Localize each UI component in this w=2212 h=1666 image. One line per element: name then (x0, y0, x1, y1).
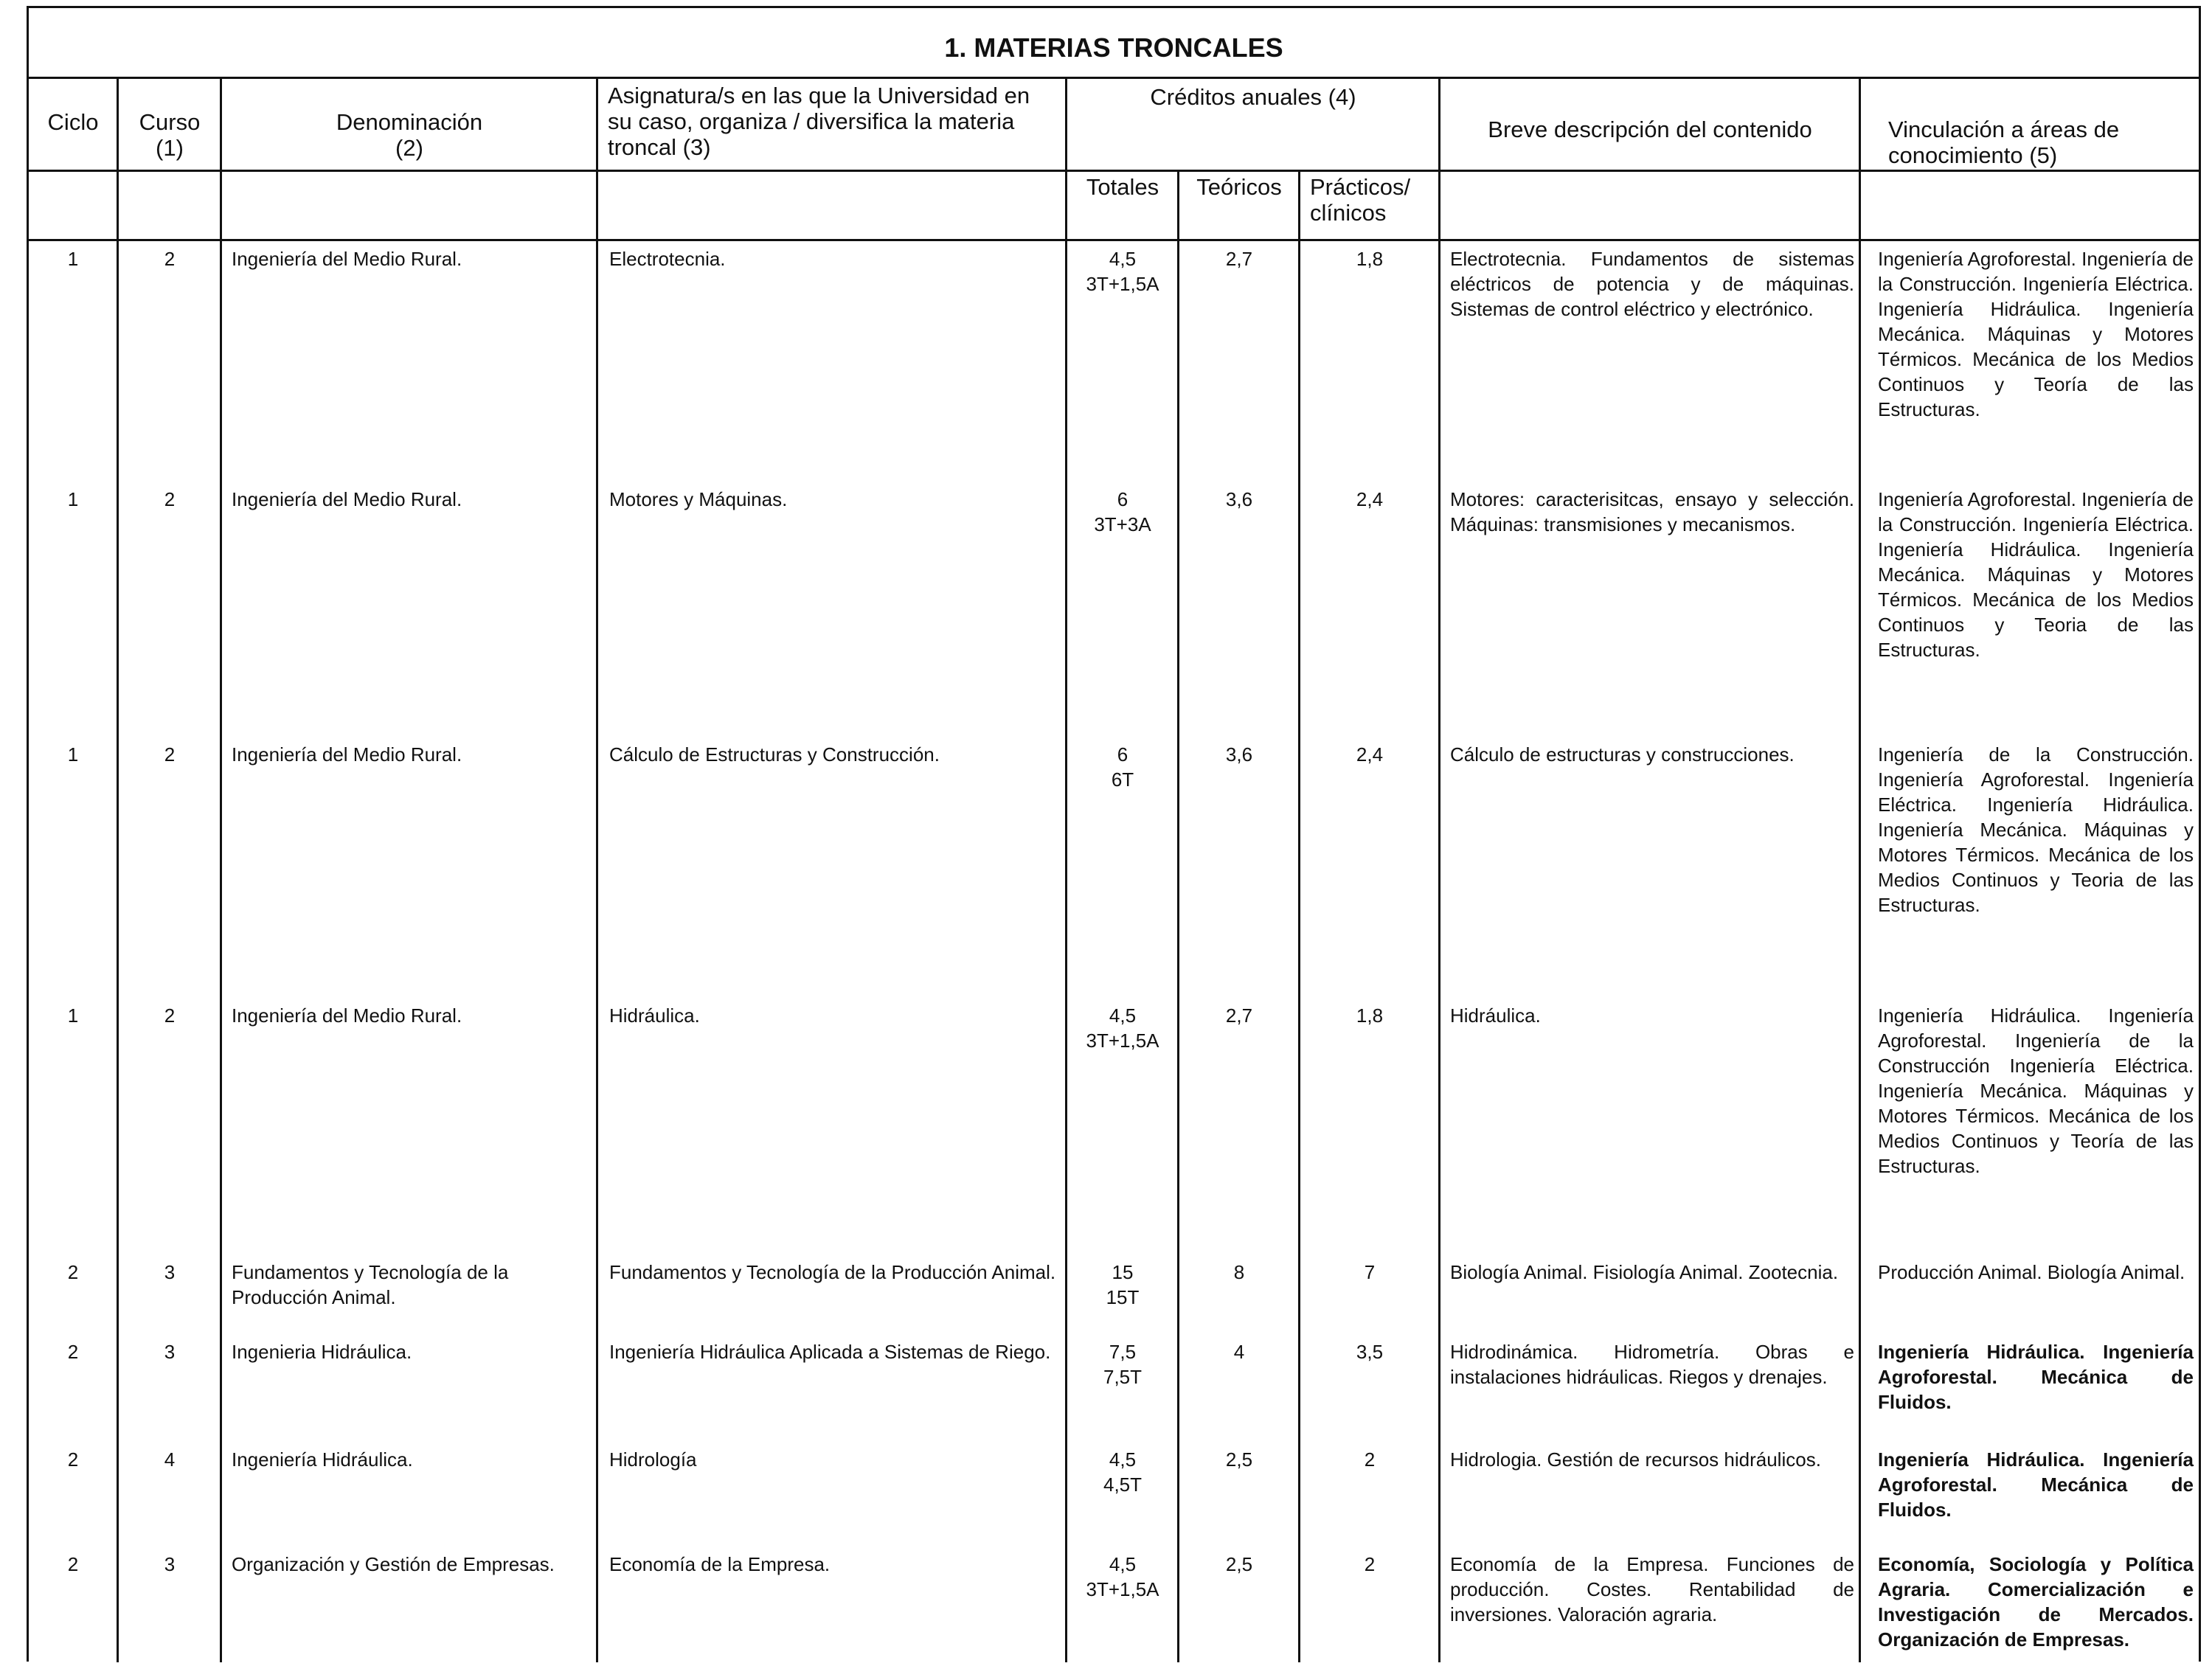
cell-totales: 6 (1117, 743, 1128, 766)
col-divider-practicos (1298, 170, 1300, 1662)
cell-vinculacion: Ingeniería Agroforestal. Ingeniería de la Construcción. Ingeniería Eléctrica. Ingeniería Hidráulica. Ingeniería Mecánica. Máquinas y Motores Térmicos. Mecánica de los Medios Continuos y Teoría de las Estructuras. (1878, 248, 2194, 420)
cell-denominacion: Organización y Gestión de Empresas. (232, 1553, 555, 1575)
col-divider-totales (1065, 77, 1067, 1662)
cell-practicos: 3,5 (1356, 1341, 1384, 1363)
cell-practicos: 1,8 (1356, 1004, 1384, 1027)
frame-left (27, 6, 29, 1662)
cell-vinculacion: Economía, Sociología y Política Agraria. Comercialización e Investigación de Mercados. Organización de Empresas. (1878, 1553, 2194, 1651)
cell-asignatura: Hidráulica. (609, 1004, 700, 1027)
cell-practicos: 7 (1364, 1261, 1376, 1283)
cell-totales: 4,5 (1109, 1553, 1137, 1575)
header-rule-2 (27, 239, 2201, 241)
cell-descripcion: Motores: caracterisitcas, ensayo y selección. Máquinas: transmisiones y mecanismos. (1450, 488, 1854, 535)
cell-curso: 2 (164, 1004, 176, 1027)
cell-ciclo: 1 (67, 743, 79, 766)
cell-denominacion: Fundamentos y Tecnología de la Producción Animal. (232, 1261, 509, 1308)
col-divider-descripcion (1438, 77, 1440, 1662)
cell-denominacion: Ingeniería del Medio Rural. (232, 1004, 462, 1027)
cell-vinculacion: Producción Animal. Biología Animal. (1878, 1261, 2185, 1283)
cell-vinculacion: Ingeniería Hidráulica. Ingeniería Agroforestal. Mecánica de Fluidos. (1878, 1341, 2194, 1413)
cell-teoricos: 8 (1233, 1261, 1245, 1283)
col-divider-teoricos (1177, 170, 1179, 1662)
cell-asignatura: Hidrología (609, 1448, 697, 1471)
frame-right (2199, 6, 2201, 1662)
cell-asignatura: Motores y Máquinas. (609, 488, 788, 510)
cell-teoricos: 2,7 (1225, 248, 1253, 270)
cell-vinculacion: Ingeniería Hidráulica. Ingeniería Agroforestal. Mecánica de Fluidos. (1878, 1448, 2194, 1521)
cell-totales: 6 (1117, 488, 1128, 510)
cell-descripcion: Electrotecnia. Fundamentos de sistemas eléctricos de potencia y de máquinas. Sistemas de control eléctrico y electrónico. (1450, 248, 1854, 320)
cell-totales: 4,5 (1109, 1004, 1137, 1027)
cell-totales-breakdown: 4,5T (1103, 1474, 1143, 1496)
cell-practicos: 2,4 (1356, 743, 1384, 766)
cell-asignatura: Economía de la Empresa. (609, 1553, 831, 1575)
header-asignaturas: Asignatura/s en las que la Universidad en su caso, organiza / diversifica la materia troncal (3) (608, 83, 1030, 160)
cell-asignatura: Ingeniería Hidráulica Aplicada a Sistemas de Riego. (609, 1341, 1051, 1363)
header-totales: Totales (1086, 174, 1159, 200)
cell-totales-breakdown: 7,5T (1103, 1366, 1143, 1388)
header-descripcion: Breve descripción del contenido (1488, 117, 1812, 142)
cell-totales-breakdown: 15T (1106, 1286, 1140, 1308)
cell-practicos: 2 (1364, 1448, 1376, 1471)
cell-totales: 4,5 (1109, 248, 1137, 270)
header-vinculacion: Vinculación a áreas de conocimiento (5) (1888, 117, 2120, 168)
cell-descripcion: Hidrodinámica. Hidrometría. Obras e instalaciones hidráulicas. Riegos y drenajes. (1450, 1341, 1854, 1388)
cell-vinculacion: Ingeniería de la Construcción. Ingeniería Agroforestal. Ingeniería Eléctrica. Ingeniería Hidráulica. Ingeniería Mecánica. Máquinas y Motores Térmicos. Mecánica de los Medios Continuos y Teoria de las Estructuras. (1878, 743, 2194, 916)
credits-subrule (1065, 170, 1438, 172)
cell-teoricos: 4 (1233, 1341, 1245, 1363)
cell-teoricos: 2,7 (1225, 1004, 1253, 1027)
cell-denominacion: Ingeniería del Medio Rural. (232, 488, 462, 510)
cell-descripcion: Hidrologia. Gestión de recursos hidráulicos. (1450, 1448, 1821, 1471)
cell-ciclo: 2 (67, 1341, 79, 1363)
cell-denominacion: Ingeniería Hidráulica. (232, 1448, 413, 1471)
cell-ciclo: 2 (67, 1553, 79, 1575)
cell-practicos: 2 (1364, 1553, 1376, 1575)
cell-descripcion: Hidráulica. (1450, 1004, 1541, 1027)
cell-practicos: 2,4 (1356, 488, 1384, 510)
cell-teoricos: 2,5 (1225, 1553, 1253, 1575)
cell-totales: 4,5 (1109, 1448, 1137, 1471)
header-teoricos: Teóricos (1196, 174, 1282, 200)
header-practicos: Prácticos/ clínicos (1310, 174, 1411, 226)
cell-vinculacion: Ingeniería Agroforestal. Ingeniería de la Construcción. Ingeniería Eléctrica. Ingeniería Hidráulica. Ingeniería Mecánica. Máquinas y Motores Térmicos. Mecánica de los Medios Continuos y Teoria de las Estructuras. (1878, 488, 2194, 661)
cell-curso: 3 (164, 1261, 176, 1283)
cell-practicos: 1,8 (1356, 248, 1384, 270)
cell-descripcion: Biología Animal. Fisiología Animal. Zootecnia. (1450, 1261, 1839, 1283)
cell-curso: 3 (164, 1341, 176, 1363)
cell-descripcion: Economía de la Empresa. Funciones de producción. Costes. Rentabilidad de inversiones. Valoración agraria. (1450, 1553, 1854, 1625)
table-title: 1. MATERIAS TRONCALES (944, 32, 1283, 63)
col-divider-asignatura (596, 77, 598, 1662)
header-curso: Curso (1) (139, 109, 201, 161)
cell-ciclo: 1 (67, 488, 79, 510)
cell-denominacion: Ingeniería del Medio Rural. (232, 248, 462, 270)
cell-denominacion: Ingeniería del Medio Rural. (232, 743, 462, 766)
cell-teoricos: 2,5 (1225, 1448, 1253, 1471)
cell-ciclo: 1 (67, 1004, 79, 1027)
cell-curso: 4 (164, 1448, 176, 1471)
cell-teoricos: 3,6 (1225, 488, 1253, 510)
cell-ciclo: 1 (67, 248, 79, 270)
header-denominacion: Denominación (2) (336, 109, 483, 161)
cell-denominacion: Ingenieria Hidráulica. (232, 1341, 412, 1363)
header-ciclo: Ciclo (47, 109, 99, 135)
cell-curso: 3 (164, 1553, 176, 1575)
cell-asignatura: Fundamentos y Tecnología de la Producción Animal. (609, 1261, 1056, 1283)
col-divider-curso (117, 77, 119, 1662)
cell-totales: 15 (1112, 1261, 1134, 1283)
cell-asignatura: Cálculo de Estructuras y Construcción. (609, 743, 940, 766)
cell-totales-breakdown: 3T+3A (1094, 513, 1151, 535)
cell-descripcion: Cálculo de estructuras y construcciones. (1450, 743, 1795, 766)
cell-totales-breakdown: 3T+1,5A (1086, 1030, 1159, 1052)
cell-totales-breakdown: 6T (1111, 768, 1134, 791)
col-divider-denominacion (220, 77, 222, 1662)
col-divider-vinculacion (1859, 77, 1861, 1662)
cell-ciclo: 2 (67, 1261, 79, 1283)
cell-curso: 2 (164, 488, 176, 510)
cell-teoricos: 3,6 (1225, 743, 1253, 766)
cell-totales-breakdown: 3T+1,5A (1086, 273, 1159, 295)
cell-vinculacion: Ingeniería Hidráulica. Ingeniería Agroforestal. Ingeniería de la Construcción Ingeniería Eléctrica. Ingeniería Mecánica. Máquinas y Motores Térmicos. Mecánica de los Medios Continuos y Teoría de las Estructuras. (1878, 1004, 2194, 1177)
cell-curso: 2 (164, 248, 176, 270)
cell-ciclo: 2 (67, 1448, 79, 1471)
header-creditos: Créditos anuales (4) (1150, 84, 1356, 110)
cell-asignatura: Electrotecnia. (609, 248, 726, 270)
cell-curso: 2 (164, 743, 176, 766)
cell-totales-breakdown: 3T+1,5A (1086, 1578, 1159, 1600)
cell-totales: 7,5 (1109, 1341, 1137, 1363)
